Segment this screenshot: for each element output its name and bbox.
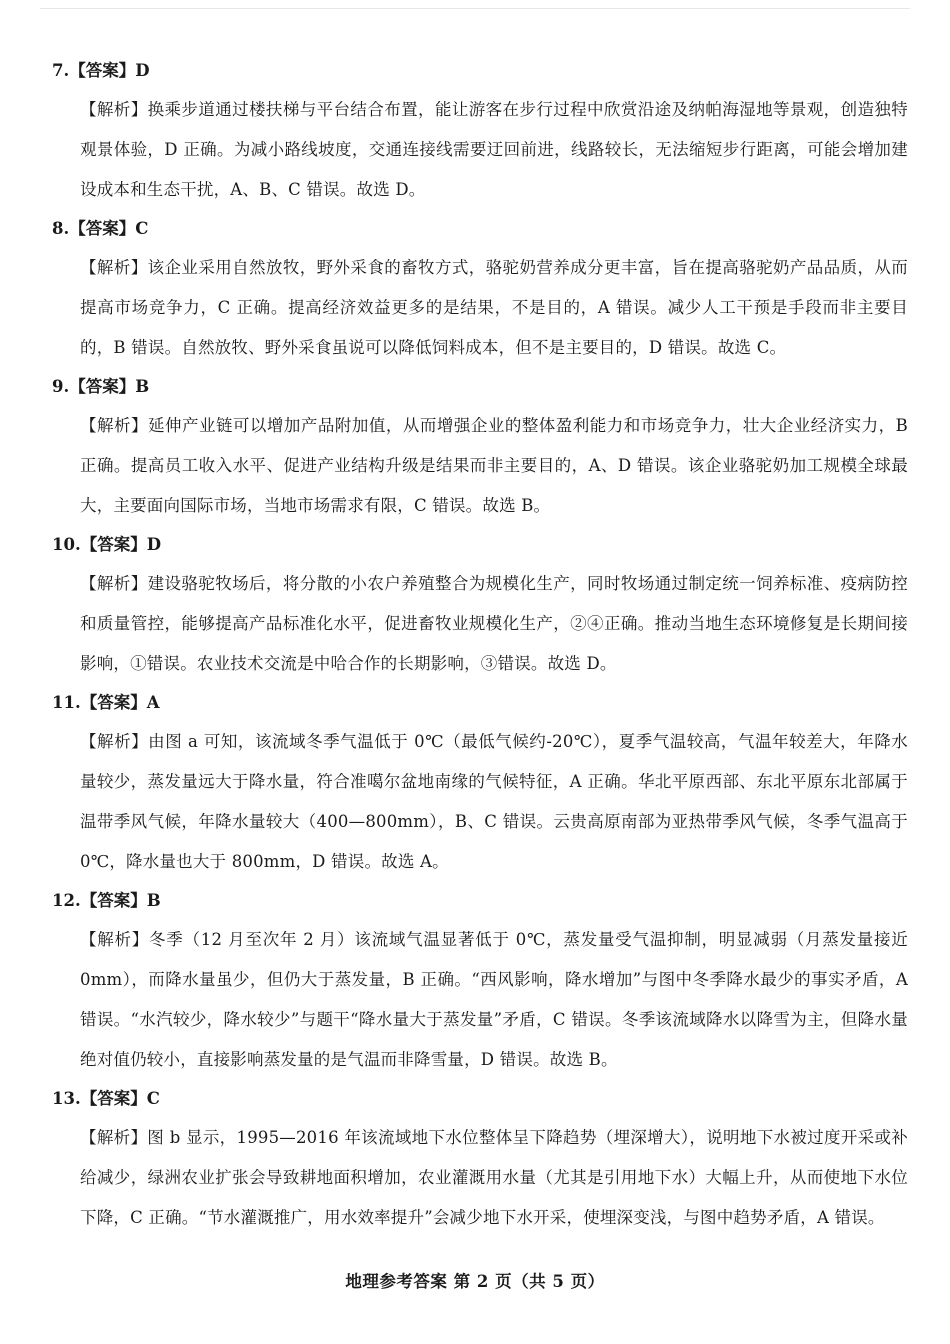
question-9 [52,368,908,526]
question-12 [52,882,908,1080]
analysis-paragraph: 【解析】冬季（12 月至次年 2 月）该流域气温显著低于 0℃，蒸发量受气温抑制，明显减弱（月蒸发量接近 0mm），而降水量虽少，但仍大于蒸发量，B 正确。“西风影响，降水增加”与图中冬季降水最少的事实矛盾，A 错误。“水汽较少，降水较少”与题干“降水量大于蒸发量”矛盾，C 错误。冬季该流域降水以降雪为主，但降水量绝对值仍较小，直接影响蒸发量的是气温而非降雪量，D 错误。故选 B。 [80,930,908,1069]
answer-content [52,52,908,1238]
question-13 [52,1080,908,1238]
question-10 [52,526,908,684]
answer-line: 12.【答案】B [52,891,161,910]
analysis-paragraph: 【解析】换乘步道通过楼扶梯与平台结合布置，能让游客在步行过程中欣赏沿途及纳帕海湿地等景观，创造独特观景体验，D 正确。为减小路线坡度，交通连接线需要迂回前进，线路较长，无法缩短步行距离，可能会增加建设成本和生态干扰，A、B、C 错误。故选 D。 [80,100,908,199]
analysis-paragraph: 【解析】建设骆驼牧场后，将分散的小农户养殖整合为规模化生产，同时牧场通过制定统一饲养标准、疫病防控和质量管控，能够提高产品标准化水平，促进畜牧业规模化生产，②④正确。推动当地生态环境修复是长期间接影响，①错误。农业技术交流是中哈合作的长期影响，③错误。故选 D。 [80,574,908,673]
question-7 [52,52,908,210]
page-footer: 地理参考答案 第 2 页（共 5 页） [345,1272,605,1291]
question-11 [52,684,908,882]
analysis-paragraph: 【解析】由图 a 可知，该流域冬季气温低于 0℃（最低气候约-20℃），夏季气温较高，气温年较差大，年降水量较少，蒸发量远大于降水量，符合准噶尔盆地南缘的气候特征，A 正确。华北平原西部、东北平原东北部属于温带季风气候，年降水量较大（400—800mm），B、C 错误。云贵高原南部为亚热带季风气候，冬季气温高于 0℃，降水量也大于 800mm，D 错误。故选 A。 [80,732,908,871]
analysis-paragraph: 【解析】该企业采用自然放牧，野外采食的畜牧方式，骆驼奶营养成分更丰富，旨在提高骆驼奶产品品质，从而提高市场竞争力，C 正确。提高经济效益更多的是结果，不是目的，A 错误。减少人工干预是手段而非主要目的，B 错误。自然放牧、野外采食虽说可以降低饲料成本，但不是主要目的，D 错误。故选 C。 [80,258,908,357]
answer-line: 10.【答案】D [52,535,162,554]
analysis-paragraph: 【解析】图 b 显示，1995—2016 年该流域地下水位整体呈下降趋势（埋深增大），说明地下水被过度开采或补给减少，绿洲农业扩张会导致耕地面积增加，农业灌溉用水量（尤其是引用地下水）大幅上升，从而使地下水位下降，C 正确。“节水灌溉推广，用水效率提升”会减少地下水开采，使埋深变浅，与图中趋势矛盾，A 错误。 [80,1128,908,1227]
answer-line: 8.【答案】C [52,219,149,238]
top-rule [40,8,910,9]
analysis-paragraph: 【解析】延伸产业链可以增加产品附加值，从而增强企业的整体盈利能力和市场竞争力，壮大企业经济实力，B 正确。提高员工收入水平、促进产业结构升级是结果而非主要目的，A、D 错误。该企业骆驼奶加工规模全球最大，主要面向国际市场，当地市场需求有限，C 错误。故选 B。 [80,416,908,515]
answer-line: 11.【答案】A [52,693,160,712]
answer-line: 9.【答案】B [52,377,150,396]
question-8 [52,210,908,368]
answer-line: 13.【答案】C [52,1089,160,1108]
answer-line: 7.【答案】D [52,61,150,80]
